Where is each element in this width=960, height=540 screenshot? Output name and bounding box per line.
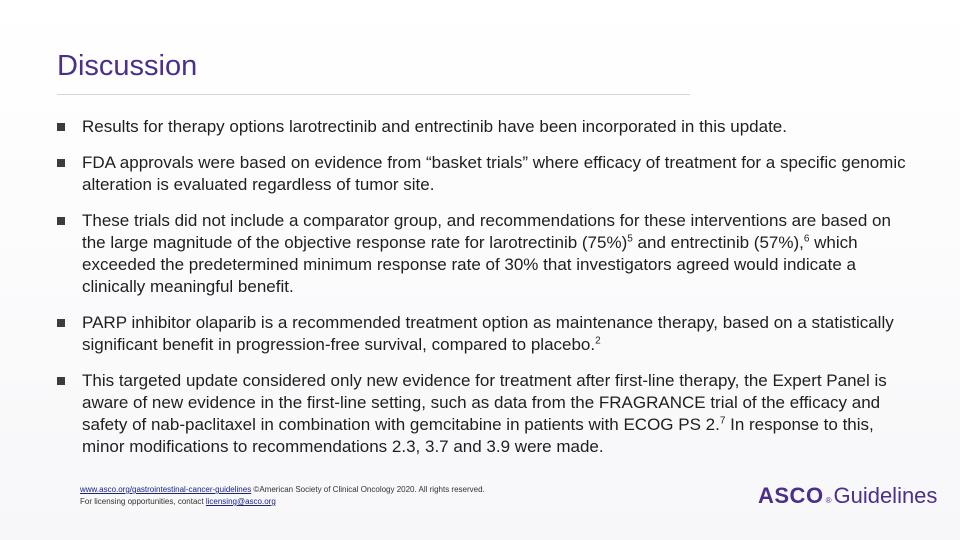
bullet-text: This targeted update considered only new evidence for treatment after first-line therapy, the Expert Panel is aware of new evidence in the first-line setting, such as data from the FRAGRANCE trial of the efficacy and safety of nab-paclitaxel in combination with gemcitabine in patients with ECOG PS 2. [82, 371, 887, 434]
bullet-item [57, 312, 917, 356]
copyright-text: ©American Society of Clinical Oncology 2020. All rights reserved. [251, 485, 485, 494]
square-bullet-icon [57, 123, 65, 131]
bullet-item [57, 370, 917, 458]
bullet-item [57, 152, 917, 196]
footer-line-1 [80, 484, 485, 496]
bullet-text: Results for therapy options larotrectinib and entrectinib have been incorporated in this update. [82, 117, 787, 136]
guidelines-link[interactable]: www.asco.org/gastrointestinal-cancer-guidelines [80, 485, 252, 494]
title-divider [57, 94, 690, 95]
bullet-text: and entrectinib (57%), [632, 233, 804, 252]
slide-title: Discussion [57, 50, 198, 82]
bullet-list [57, 116, 917, 472]
licensing-email-link[interactable]: licensing@asco.org [205, 497, 276, 506]
reference-superscript: 2 [595, 335, 601, 347]
bullet-text: These trials did not include a comparator group, and recommendations for these interventions are based on the large magnitude of the objective response rate for larotrectinib (75%) [82, 211, 891, 252]
bullet-text: which exceeded the predetermined minimum response rate of 30% that investigators agreed would indicate a clinically meaningful benefit. [82, 233, 858, 296]
asco-guidelines-logo [758, 483, 937, 511]
square-bullet-icon [57, 319, 65, 327]
square-bullet-icon [57, 217, 65, 225]
bullet-item [57, 116, 917, 138]
logo-asco-text: ASCO [758, 483, 824, 508]
bullet-text: FDA approvals were based on evidence from “basket trials” where efficacy of treatment for a specific genomic alteration is evaluated regardless of tumor site. [82, 153, 906, 194]
bullet-text: PARP inhibitor olaparib is a recommended treatment option as maintenance therapy, based on a statistically significant benefit in progression-free survival, compared to placebo. [82, 313, 894, 354]
reference-superscript: 6 [803, 233, 810, 245]
licensing-text: For licensing opportunities, contact [80, 497, 206, 506]
reference-superscript: 7 [719, 415, 726, 427]
reference-superscript: 5 [627, 233, 633, 245]
square-bullet-icon [57, 377, 65, 385]
logo-registered-mark: ® [825, 496, 832, 505]
bullet-item [57, 210, 917, 298]
footer-line-2 [80, 496, 485, 508]
bullet-text: In response to this, minor modifications to recommendations 2.3, 3.7 and 3.9 were made. [82, 415, 874, 456]
logo-guidelines-text: Guidelines [833, 483, 938, 508]
footer [80, 484, 485, 508]
square-bullet-icon [57, 159, 65, 167]
